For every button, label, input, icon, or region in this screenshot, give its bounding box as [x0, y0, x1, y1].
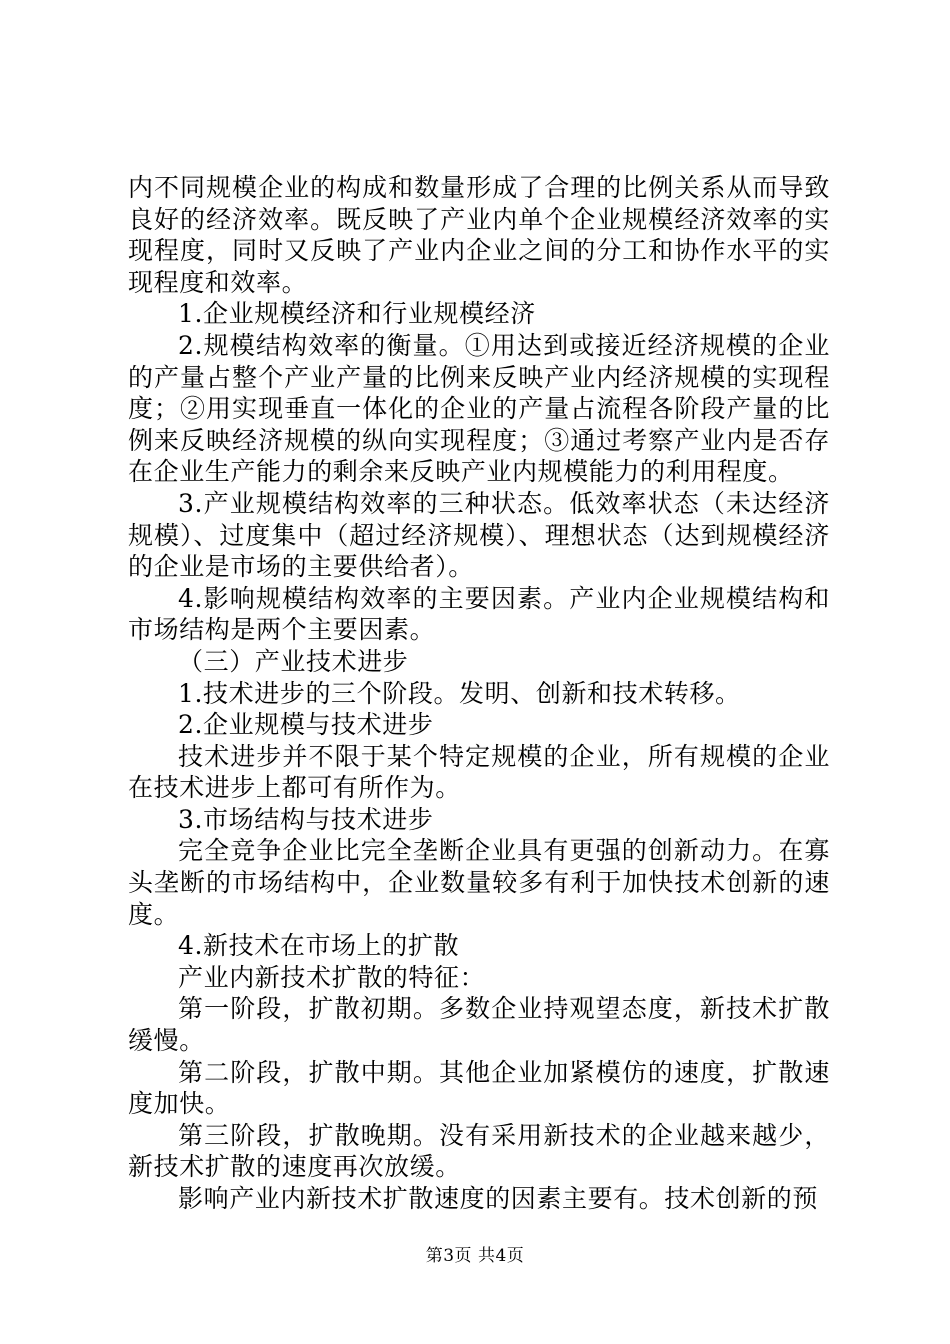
paragraph-7: 2.企业规模与技术进步 [178, 710, 434, 740]
paragraph-2: 2.规模结构效率的衡量。①用达到或接近经济规模的企业的产量占整个产业产量的比例来反映产业内经济规模的实现程度；②用实现垂直一体化的企业的产量占流程各阶段产量的比例来反映经济规模的纵向实现程度；③通过考察产业内是否存在企业生产能力的剩余来反映产业内规模能力的利用程度。 [128, 330, 830, 487]
paragraph-14: 第二阶段，扩散中期。其他企业加紧模仿的速度，扩散速度加快。 [128, 1057, 830, 1119]
paragraph-4: 4.影响规模结构效率的主要因素。产业内企业规模结构和市场结构是两个主要因素。 [128, 583, 830, 645]
paragraph-13: 第一阶段，扩散初期。多数企业持观望态度，新技术扩散缓慢。 [128, 994, 830, 1056]
paragraph-11: 4.新技术在市场上的扩散 [178, 931, 460, 961]
paragraph-16: 影响产业内新技术扩散速度的因素主要有。技术创新的预 [178, 1184, 819, 1213]
paragraph-5: （三）产业技术进步 [178, 646, 409, 676]
paragraph-1: 1.企业规模经济和行业规模经济 [178, 299, 536, 329]
paragraph-10: 完全竞争企业比完全垄断企业具有更强的创新动力。在寡头垄断的市场结构中，企业数量较多有利于加快技术创新的速度。 [128, 836, 830, 929]
paragraph-8: 技术进步并不限于某个特定规模的企业，所有规模的企业在技术进步上都可有所作为。 [128, 741, 830, 803]
paragraph-9: 3.市场结构与技术进步 [178, 804, 434, 834]
paragraph-3: 3.产业规模结构效率的三种状态。低效率状态（未达经济规模）、过度集中（超过经济规模）、理想状态（达到规模经济的企业是市场的主要供给者）。 [128, 488, 830, 582]
page-number-label: 第3页 共4页 [425, 1246, 525, 1266]
paragraph-6: 1.技术进步的三个阶段。发明、创新和技术转移。 [178, 678, 741, 708]
page-footer [0, 1246, 950, 1266]
paragraph-0: 内不同规模企业的构成和数量形成了合理的比例关系从而导致良好的经济效率。既反映了产业内单个企业规模经济效率的实现程度，同时又反映了产业内企业之间的分工和协作水平的实现程度和效率。 [128, 173, 830, 297]
document-body [128, 172, 830, 1215]
paragraph-12: 产业内新技术扩散的特征： [178, 962, 486, 992]
paragraph-15: 第三阶段，扩散晚期。没有采用新技术的企业越来越少，新技术扩散的速度再次放缓。 [128, 1120, 830, 1182]
